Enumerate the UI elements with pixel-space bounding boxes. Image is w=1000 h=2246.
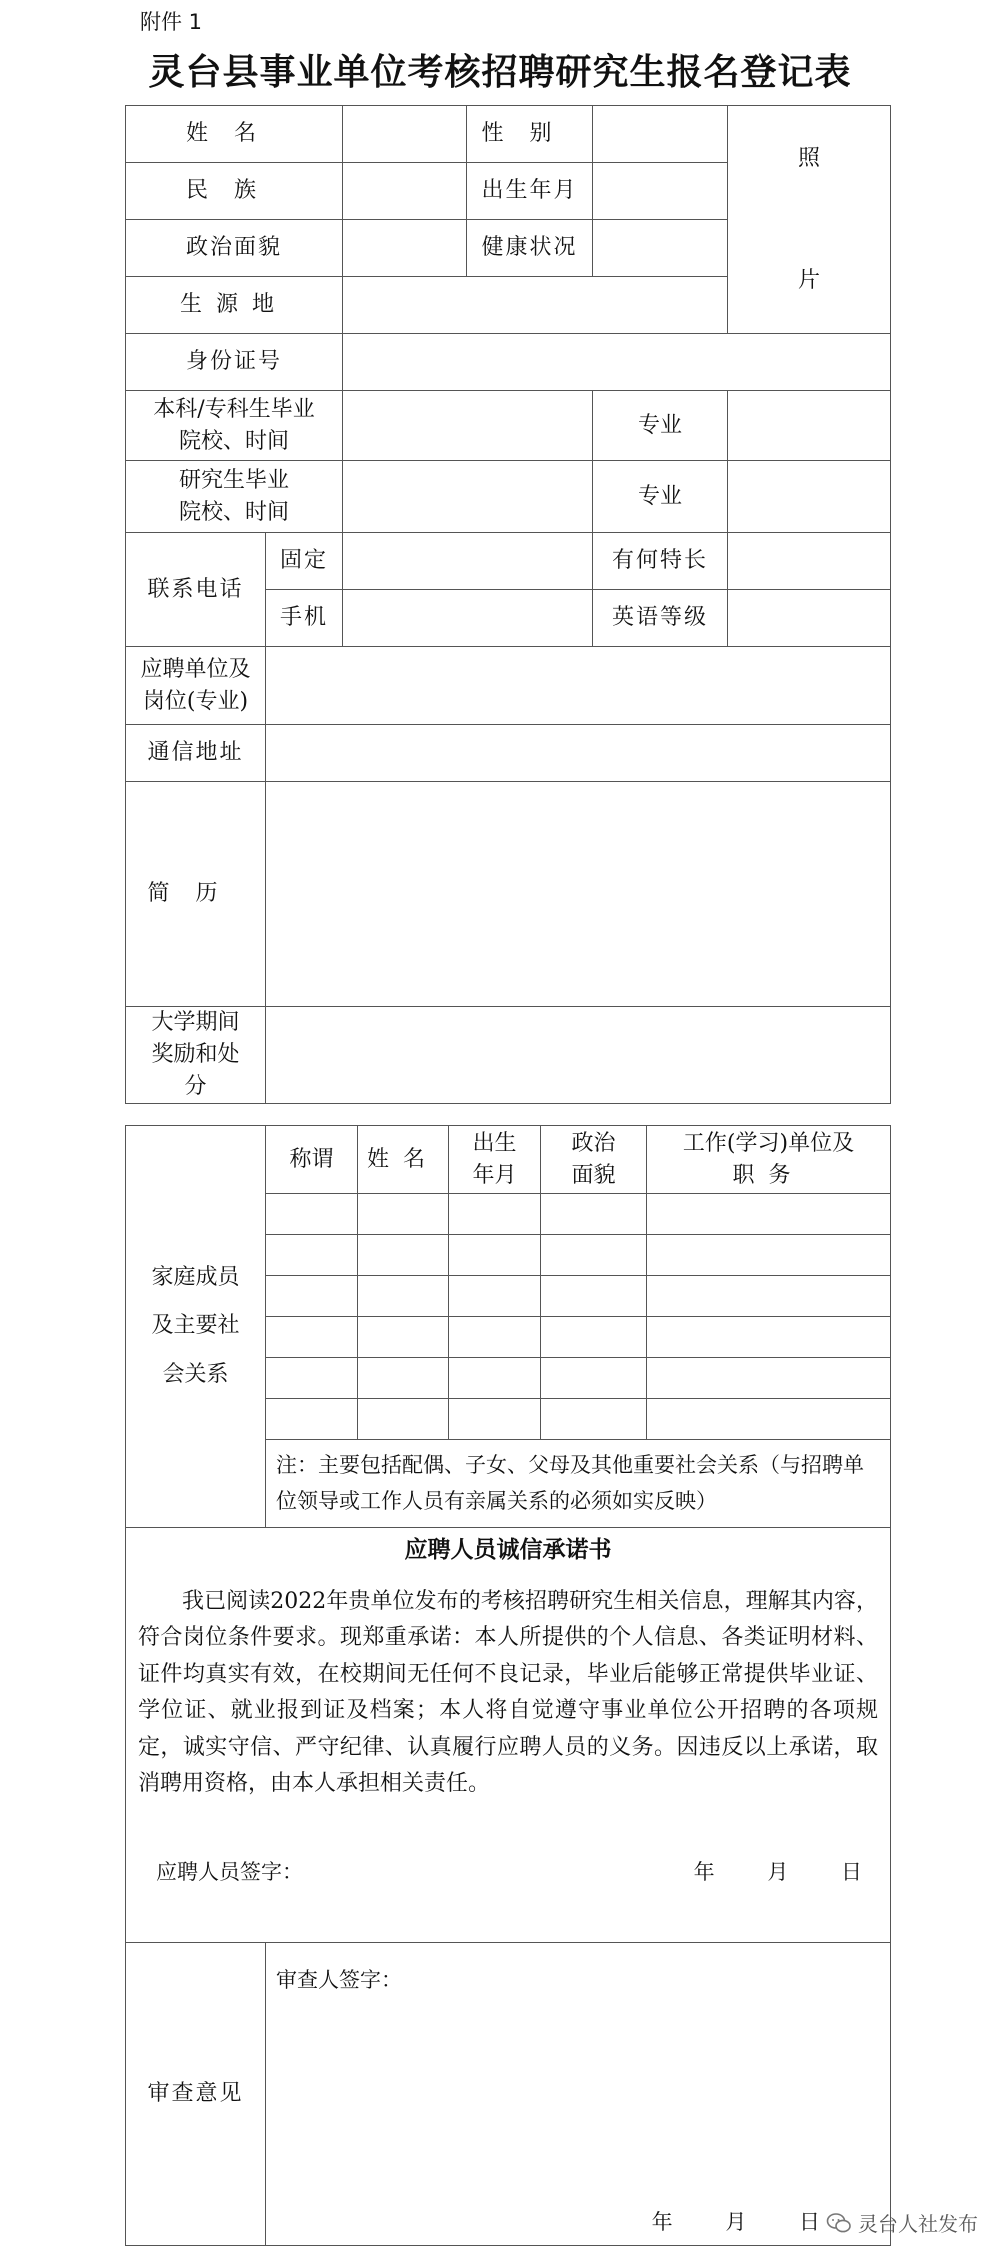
cell[interactable]: [266, 1276, 358, 1317]
review-date: [606, 2207, 820, 2237]
cell[interactable]: [647, 1358, 891, 1399]
cell[interactable]: [266, 1358, 358, 1399]
phone-label: 联系电话: [126, 533, 266, 647]
gender-label: 性别: [467, 106, 593, 163]
grad-major-field[interactable]: [728, 461, 891, 533]
cell[interactable]: [647, 1399, 891, 1440]
annex-label: 附件 1: [140, 10, 203, 34]
col-name: 姓名: [358, 1126, 449, 1194]
review-label: 审查意见: [126, 1943, 266, 2246]
health-label: 健康状况: [467, 220, 593, 277]
health-field[interactable]: [593, 220, 728, 277]
cell[interactable]: [449, 1276, 541, 1317]
cell[interactable]: [358, 1399, 449, 1440]
cell[interactable]: [647, 1235, 891, 1276]
pledge-day: 日: [841, 1859, 862, 1884]
review-month: 月: [725, 2209, 747, 2234]
origin-field[interactable]: [343, 277, 728, 334]
cell[interactable]: [541, 1399, 647, 1440]
cell[interactable]: [541, 1276, 647, 1317]
photo-label-top: 照: [798, 145, 821, 171]
col-work-line1: 工作(学习)单位及: [682, 1130, 855, 1156]
cell[interactable]: [266, 1235, 358, 1276]
grad-label-line2: 院校、时间: [179, 499, 290, 525]
cell[interactable]: [449, 1317, 541, 1358]
pledge-date: [648, 1857, 862, 1937]
col-work: [647, 1126, 891, 1194]
resume-field[interactable]: [266, 782, 891, 1007]
review-year: 年: [651, 2209, 673, 2234]
birth-label: 出生年月: [467, 163, 593, 220]
col-birth-line2: 年月: [472, 1162, 517, 1188]
political-label: 政治面貌: [126, 220, 343, 277]
cell[interactable]: [449, 1235, 541, 1276]
undergrad-label: [126, 391, 343, 461]
cell[interactable]: [449, 1358, 541, 1399]
cell[interactable]: [266, 1399, 358, 1440]
grad-label-line1: 研究生毕业: [179, 467, 290, 493]
resume-label: 简历: [126, 782, 266, 1007]
apply-label-line2: 岗位(专业): [142, 688, 249, 714]
awards-field[interactable]: [266, 1007, 891, 1104]
wechat-icon: [826, 2212, 852, 2234]
cell[interactable]: [449, 1399, 541, 1440]
cell[interactable]: [541, 1235, 647, 1276]
pledge-sign-label: 应聘人员签字：: [156, 1859, 303, 1884]
col-work-line2: 职务: [732, 1162, 805, 1188]
english-label: 英语等级: [593, 590, 728, 647]
pledge-body: 我已阅读2022年贵单位发布的考核招聘研究生相关信息，理解其内容，符合岗位条件要求。现郑重承诺：本人所提供的个人信息、各类证明材料、证件均真实有效，在校期间无任何不良记录，毕业后能够正常提供毕业证、学位证、就业报到证及档案；本人将自觉遵守事业单位公开招聘的各项规定，诚实守信、严守纪律、认真履行应聘人员的义务。因违反以上承诺，取消聘用资格，由本人承担相关责任。: [138, 1588, 878, 1797]
grad-field[interactable]: [343, 461, 593, 533]
ethnicity-label: 民族: [126, 163, 343, 220]
col-birth-line1: 出生: [472, 1130, 517, 1156]
cell[interactable]: [266, 1194, 358, 1235]
cell[interactable]: [647, 1194, 891, 1235]
cell[interactable]: [358, 1235, 449, 1276]
name-label: 姓名: [126, 106, 343, 163]
specialty-label: 有何特长: [593, 533, 728, 590]
mobile-field[interactable]: [343, 590, 593, 647]
family-label: [126, 1126, 266, 1528]
col-political-line1: 政治: [571, 1130, 616, 1156]
cell[interactable]: [358, 1317, 449, 1358]
family-note: 注：主要包括配偶、子女、父母及其他重要社会关系（与招聘单位领导或工作人员有亲属关系的必须如实反映）: [266, 1440, 891, 1528]
col-relation: 称谓: [266, 1126, 358, 1194]
cell[interactable]: [358, 1194, 449, 1235]
cell[interactable]: [541, 1317, 647, 1358]
mobile-label: 手机: [266, 590, 343, 647]
address-field[interactable]: [266, 725, 891, 782]
awards-label-line1: 大学期间: [151, 1010, 240, 1036]
cell[interactable]: [358, 1358, 449, 1399]
col-political: [541, 1126, 647, 1194]
grad-major-label: 专业: [593, 461, 728, 533]
undergrad-major-label: 专业: [593, 391, 728, 461]
undergrad-field[interactable]: [343, 391, 593, 461]
cell[interactable]: [449, 1194, 541, 1235]
pledge-year: 年: [693, 1859, 715, 1884]
gender-field[interactable]: [593, 106, 728, 163]
cell[interactable]: [358, 1276, 449, 1317]
review-sign-label: 审查人签字：: [276, 1968, 402, 1993]
form-title: 灵台县事业单位考核招聘研究生报名登记表: [148, 51, 852, 93]
birth-field[interactable]: [593, 163, 728, 220]
review-day: 日: [799, 2209, 820, 2234]
id-number-field[interactable]: [343, 334, 891, 391]
political-field[interactable]: [343, 220, 467, 277]
family-label-line1: 家庭成员: [151, 1265, 240, 1291]
grad-label: [126, 461, 343, 533]
family-label-line3: 会关系: [162, 1361, 229, 1387]
landline-label: 固定: [266, 533, 343, 590]
apply-label: [126, 647, 266, 725]
pledge-section: [126, 1528, 891, 1943]
landline-field[interactable]: [343, 533, 593, 590]
awards-label-line3: 分: [184, 1073, 207, 1099]
pledge-signature-line[interactable]: [126, 1803, 890, 1937]
name-field[interactable]: [343, 106, 467, 163]
awards-label: [126, 1007, 266, 1104]
family-label-line2: 及主要社: [151, 1313, 240, 1339]
cell[interactable]: [647, 1276, 891, 1317]
origin-label: 生源地: [126, 277, 343, 334]
watermark-text: 灵台人社发布: [858, 2212, 978, 2236]
apply-label-line1: 应聘单位及: [140, 656, 251, 682]
watermark: [826, 2208, 978, 2237]
col-political-line2: 面貌: [571, 1162, 616, 1188]
english-field[interactable]: [728, 590, 891, 647]
cell[interactable]: [541, 1194, 647, 1235]
pledge-month: 月: [767, 1859, 789, 1884]
registration-table: [125, 105, 891, 1104]
family-and-pledge-table: [125, 1125, 891, 2246]
undergrad-major-field[interactable]: [728, 391, 891, 461]
undergrad-label-line2: 院校、时间: [179, 428, 290, 454]
photo-box[interactable]: [728, 106, 891, 334]
awards-label-line2: 奖励和处: [151, 1042, 240, 1068]
apply-field[interactable]: [266, 647, 891, 725]
col-birth: [449, 1126, 541, 1194]
cell[interactable]: [266, 1317, 358, 1358]
undergrad-label-line1: 本科/专科生毕业: [153, 396, 315, 422]
address-label: 通信地址: [126, 725, 266, 782]
photo-label-bottom: 片: [798, 267, 821, 293]
ethnicity-field[interactable]: [343, 163, 467, 220]
id-number-label: 身份证号: [126, 334, 343, 391]
specialty-field[interactable]: [728, 533, 891, 590]
cell[interactable]: [541, 1358, 647, 1399]
review-field[interactable]: [266, 1943, 891, 2246]
cell[interactable]: [647, 1317, 891, 1358]
pledge-title: 应聘人员诚信承诺书: [404, 1537, 612, 1564]
